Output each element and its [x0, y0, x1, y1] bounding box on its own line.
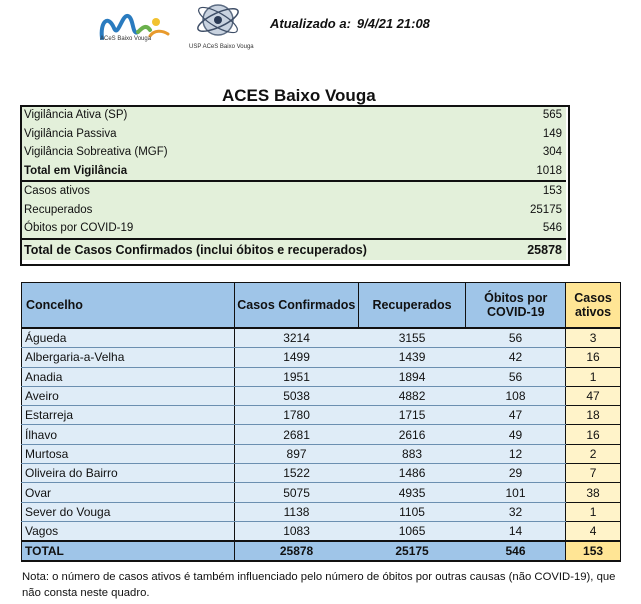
col-header-recovered: Recuperados	[358, 283, 466, 329]
summary-row	[21, 201, 566, 220]
summary-row	[21, 143, 566, 162]
table-row	[22, 521, 621, 541]
summary-value: 546	[542, 222, 562, 234]
total-active-cases: 153	[566, 541, 621, 561]
county-name: Vagos	[22, 521, 235, 541]
summary-total-value: 25878	[508, 239, 566, 260]
update-timestamp	[270, 16, 430, 31]
county-name: Estarreja	[22, 406, 235, 425]
deaths: 49	[466, 425, 566, 444]
col-header-deaths-line1: Óbitos por	[484, 291, 548, 305]
county-name: Ovar	[22, 483, 235, 502]
total-confirmed-cases: 25878	[234, 541, 358, 561]
confirmed-cases: 1499	[234, 348, 358, 367]
county-table-body	[22, 328, 621, 561]
deaths: 108	[466, 386, 566, 405]
recovered-cases: 1486	[358, 464, 466, 483]
summary-value: 149	[542, 127, 562, 140]
table-row	[22, 386, 621, 405]
summary-value: 1018	[536, 164, 562, 177]
table-row	[22, 502, 621, 521]
summary-total-row	[21, 239, 566, 260]
table-row	[22, 483, 621, 502]
summary-row	[21, 219, 566, 239]
summary-row	[21, 181, 566, 201]
county-name: Murtosa	[22, 444, 235, 463]
table-row	[22, 406, 621, 425]
confirmed-cases: 3214	[234, 328, 358, 348]
recovered-cases: 1065	[358, 521, 466, 541]
table-row	[22, 464, 621, 483]
deaths: 32	[466, 502, 566, 521]
summary-label: Vigilância Passiva	[24, 127, 117, 140]
confirmed-cases: 1083	[234, 521, 358, 541]
county-cases-table	[21, 282, 621, 562]
summary-value: 565	[542, 109, 562, 121]
active-cases: 7	[566, 464, 621, 483]
active-cases: 16	[566, 348, 621, 367]
table-total-row	[22, 541, 621, 561]
active-cases: 1	[566, 367, 621, 386]
recovered-cases: 1105	[358, 502, 466, 521]
deaths: 101	[466, 483, 566, 502]
recovered-cases: 1439	[358, 348, 466, 367]
usp-logo	[186, 2, 250, 46]
county-name: Aveiro	[22, 386, 235, 405]
recovered-cases: 1715	[358, 406, 466, 425]
col-header-active	[566, 283, 621, 329]
summary-total-label: Total de Casos Confirmados (inclui óbitos e recuperados)	[21, 239, 508, 260]
recovered-cases: 2616	[358, 425, 466, 444]
county-name: Oliveira do Bairro	[22, 464, 235, 483]
summary-label: Óbitos por COVID-19	[24, 222, 134, 234]
county-name: Anadia	[22, 367, 235, 386]
recovered-cases: 4882	[358, 386, 466, 405]
confirmed-cases: 1138	[234, 502, 358, 521]
deaths: 47	[466, 406, 566, 425]
active-cases: 18	[566, 406, 621, 425]
recovered-cases: 3155	[358, 328, 466, 348]
surveillance-summary-table	[21, 106, 566, 260]
active-cases: 47	[566, 386, 621, 405]
summary-row	[21, 106, 566, 125]
summary-label: Vigilância Ativa (SP)	[24, 109, 128, 121]
active-cases: 2	[566, 444, 621, 463]
updated-label: Atualizado a:	[270, 16, 351, 31]
deaths: 29	[466, 464, 566, 483]
total-deaths: 546	[466, 541, 566, 561]
logo-right-caption	[189, 44, 254, 50]
col-header-deaths	[466, 283, 566, 329]
recovered-cases: 1894	[358, 367, 466, 386]
confirmed-cases: 1522	[234, 464, 358, 483]
confirmed-cases: 1951	[234, 367, 358, 386]
summary-label: Casos ativos	[21, 181, 508, 201]
col-header-confirmed: Casos Confirmados	[234, 283, 358, 329]
col-header-active-line2: ativos	[574, 305, 612, 319]
deaths: 14	[466, 521, 566, 541]
summary-row	[21, 125, 566, 144]
county-name: Ílhavo	[22, 425, 235, 444]
table-row	[22, 444, 621, 463]
active-cases: 16	[566, 425, 621, 444]
confirmed-cases: 5038	[234, 386, 358, 405]
confirmed-cases: 1780	[234, 406, 358, 425]
summary-label: Recuperados	[24, 203, 93, 216]
total-county-name: TOTAL	[22, 541, 235, 561]
table-row	[22, 348, 621, 367]
table-row	[22, 425, 621, 444]
summary-label: Total em Vigilância	[24, 164, 128, 177]
deaths: 42	[466, 348, 566, 367]
updated-value: 9/4/21 21:08	[356, 16, 430, 31]
summary-value: 153	[508, 181, 566, 201]
active-cases: 4	[566, 521, 621, 541]
logo-right-top: USP	[189, 44, 202, 50]
footnote: Nota: o número de casos ativos é também influenciado pelo número de óbitos por outras causas (não COVID-19), que não consta neste quadro.	[22, 571, 616, 599]
recovered-cases: 4935	[358, 483, 466, 502]
active-cases: 1	[566, 502, 621, 521]
deaths: 56	[466, 367, 566, 386]
col-header-deaths-line2: COVID-19	[486, 305, 545, 319]
table-row	[22, 328, 621, 348]
table-row	[22, 367, 621, 386]
summary-value: 25175	[530, 203, 562, 216]
deaths: 12	[466, 444, 566, 463]
logo-right-name: ACeS Baixo Vouga	[202, 44, 254, 50]
deaths: 56	[466, 328, 566, 348]
county-name: Águeda	[22, 328, 235, 348]
col-header-active-line1: Casos	[574, 291, 612, 305]
confirmed-cases: 2681	[234, 425, 358, 444]
summary-value: 304	[542, 146, 562, 158]
confirmed-cases: 5075	[234, 483, 358, 502]
summary-label: Vigilância Sobreativa (MGF)	[24, 146, 168, 158]
recovered-cases: 883	[358, 444, 466, 463]
county-name: Sever do Vouga	[22, 502, 235, 521]
county-name: Albergaria-a-Velha	[22, 348, 235, 367]
table-header-row	[22, 283, 621, 329]
confirmed-cases: 897	[234, 444, 358, 463]
active-cases: 38	[566, 483, 621, 502]
logo-left-caption: ACeS Baixo Vouga	[100, 36, 152, 42]
active-cases: 3	[566, 328, 621, 348]
total-recovered-cases: 25175	[358, 541, 466, 561]
col-header-county: Concelho	[22, 283, 235, 329]
summary-row	[21, 162, 566, 182]
page-title: ACES Baixo Vouga	[222, 86, 376, 105]
